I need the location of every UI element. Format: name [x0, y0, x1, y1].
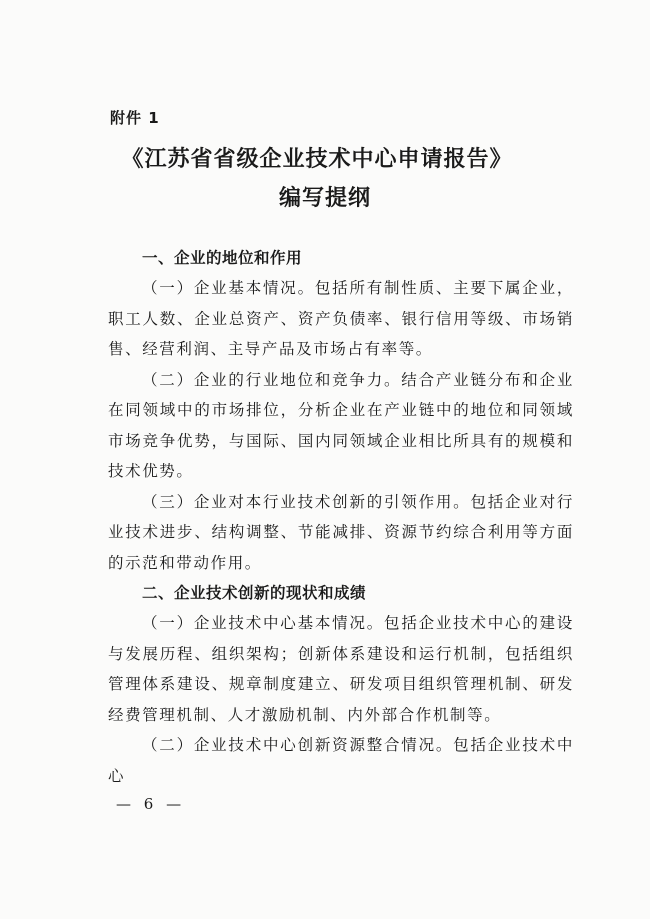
paragraph: [108, 730, 574, 791]
paragraph-lead: （一）企业基本情况。: [142, 279, 315, 297]
document-subtitle: 编写提纲: [278, 186, 371, 211]
section-heading: 二、企业技术创新的现状和成绩: [142, 584, 367, 602]
paragraph-text: 包括企业技术中心: [108, 736, 574, 785]
paragraph-lead: （二）企业技术中心创新资源整合情况。: [142, 736, 454, 754]
page-number: — 6 —: [116, 795, 186, 813]
paragraph: [108, 273, 574, 365]
paragraph-lead: （一）企业技术中心基本情况。: [142, 614, 385, 632]
document-body: [108, 243, 574, 791]
paragraph: [108, 487, 574, 579]
paragraph-text: 结合产业链分布和企业在同领域中的市场排位，分析企业在产业链中的地位和同领域市场竞争优势，与国际、国内同领域企业相比所具有的规模和技术优势。: [108, 370, 574, 480]
paragraph-text: 包括企业技术中心的建设与发展历程、组织架构；创新体系建设和运行机制，包括组织管理体系建设、规章制度建立、研发项目组织管理机制、研发经费管理机制、人才激励机制、内外部合作机制等。: [108, 614, 575, 724]
document-title: 《江苏省省级企业技术中心申请报告》: [121, 147, 513, 172]
paragraph-text: 包括企业对行业技术进步、结构调整、节能减排、资源节约综合利用等方面的示范和带动作用。: [108, 492, 574, 572]
paragraph-text: 包括所有制性质、主要下属企业，职工人数、企业总资产、资产负债率、银行信用等级、市场销售、经营利润、主导产品及市场占有率等。: [108, 279, 574, 358]
paragraph: [108, 608, 574, 730]
attachment-label: 附件 1: [110, 109, 160, 127]
section-heading: 一、企业的地位和作用: [142, 249, 303, 267]
paragraph-lead: （三）企业对本行业技术创新的引领作用。: [142, 492, 471, 511]
paragraph-lead: （二）企业的行业地位和竞争力。: [142, 370, 402, 389]
paragraph: [108, 365, 574, 487]
